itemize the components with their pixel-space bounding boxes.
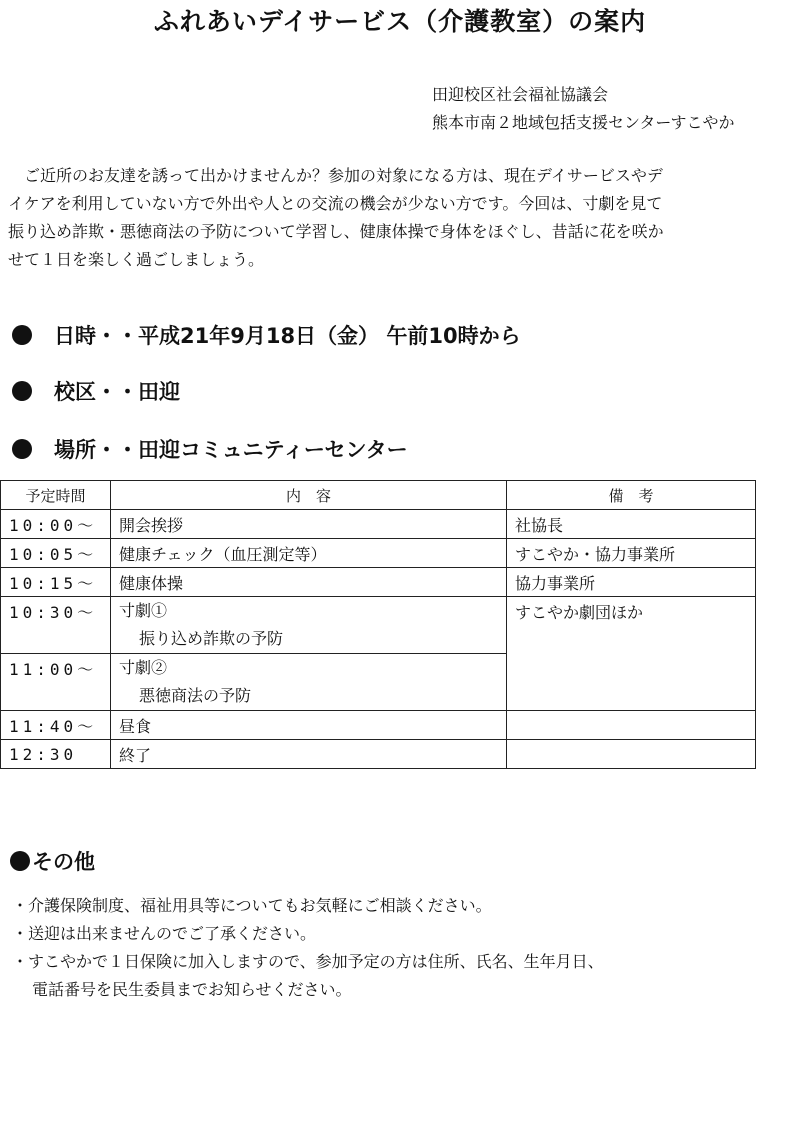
bullet-icon <box>12 325 32 345</box>
note-item-continuation: 電話番号を民生委員までお知らせください。 <box>32 980 352 999</box>
detail-school <box>12 376 180 406</box>
table-row <box>1 568 756 597</box>
row-note <box>507 740 756 769</box>
row-note: 協力事業所 <box>507 568 756 597</box>
other-heading-text: その他 <box>32 850 95 874</box>
row-time: 10:05～ <box>1 539 111 568</box>
row-content: 開会挨拶 <box>111 510 507 539</box>
schedule-table <box>0 480 756 769</box>
header-note: 備 考 <box>507 481 756 510</box>
school-text: 校区・・田迎 <box>54 380 180 404</box>
bullet-icon <box>10 851 30 871</box>
header-content: 内 容 <box>111 481 507 510</box>
table-row <box>1 711 756 740</box>
detail-datetime <box>12 320 521 350</box>
row-time: 11:40～ <box>1 711 111 740</box>
row-note: 社協長 <box>507 510 756 539</box>
row-content-main: 寸劇② <box>119 658 168 677</box>
organizer-support-center: 熊本市南２地域包括支援センターすこやか <box>432 113 735 132</box>
row-note: すこやか・協力事業所 <box>507 539 756 568</box>
other-heading <box>10 846 95 876</box>
row-time: 11:00～ <box>1 654 111 711</box>
row-time: 10:15～ <box>1 568 111 597</box>
bullet-icon <box>12 381 32 401</box>
row-time: 10:00～ <box>1 510 111 539</box>
row-content <box>111 654 507 711</box>
intro-line: イケアを利用していない方で外出や人との交流の機会が少ない方です。今回は、寸劇を見て <box>8 194 663 213</box>
intro-line: せて１日を楽しく過ごしましょう。 <box>8 250 265 269</box>
row-content-sub: 振り込め詐欺の予防 <box>139 629 284 648</box>
note-item: ・介護保険制度、福祉用具等についてもお気軽にご相談ください。 <box>12 896 492 915</box>
bullet-icon <box>12 439 32 459</box>
datetime-text: 日時・・平成21年9月18日（金） 午前10時から <box>54 324 521 348</box>
header-time: 予定時間 <box>1 481 111 510</box>
page-title: ふれあいデイサービス（介護教室）の案内 <box>153 7 647 36</box>
row-content-sub: 悪徳商法の予防 <box>139 686 252 705</box>
note-item: ・すこやかで１日保険に加入しますので、参加予定の方は住所、氏名、生年月日、 <box>12 952 604 971</box>
table-row <box>1 539 756 568</box>
place-text: 場所・・田迎コミュニティーセンター <box>54 438 408 462</box>
table-row <box>1 510 756 539</box>
intro-paragraph <box>8 162 800 274</box>
row-time: 10:30～ <box>1 597 111 654</box>
row-note: すこやか劇団ほか <box>507 597 756 711</box>
table-row <box>1 740 756 769</box>
row-content: 健康体操 <box>111 568 507 597</box>
table-header-row <box>1 481 756 510</box>
table-row <box>1 597 756 654</box>
row-content <box>111 597 507 654</box>
organizer-council: 田迎校区社会福祉協議会 <box>432 85 609 104</box>
note-item: ・送迎は出来ませんのでご了承ください。 <box>12 924 317 943</box>
intro-line: 振り込め詐欺・悪徳商法の予防について学習し、健康体操で身体をほぐし、昔話に花を咲か <box>8 222 664 241</box>
other-notes <box>12 892 800 1004</box>
intro-line: ご近所のお友達を誘って出かけませんか？参加の対象になる方は、現在デイサービスやデ <box>8 166 663 185</box>
row-content: 健康チェック（血圧測定等） <box>111 539 507 568</box>
row-note <box>507 711 756 740</box>
row-time: 12:30 <box>1 740 111 769</box>
row-content: 終了 <box>111 740 507 769</box>
row-content-main: 寸劇① <box>119 601 168 620</box>
detail-place <box>12 434 408 464</box>
row-content: 昼食 <box>111 711 507 740</box>
